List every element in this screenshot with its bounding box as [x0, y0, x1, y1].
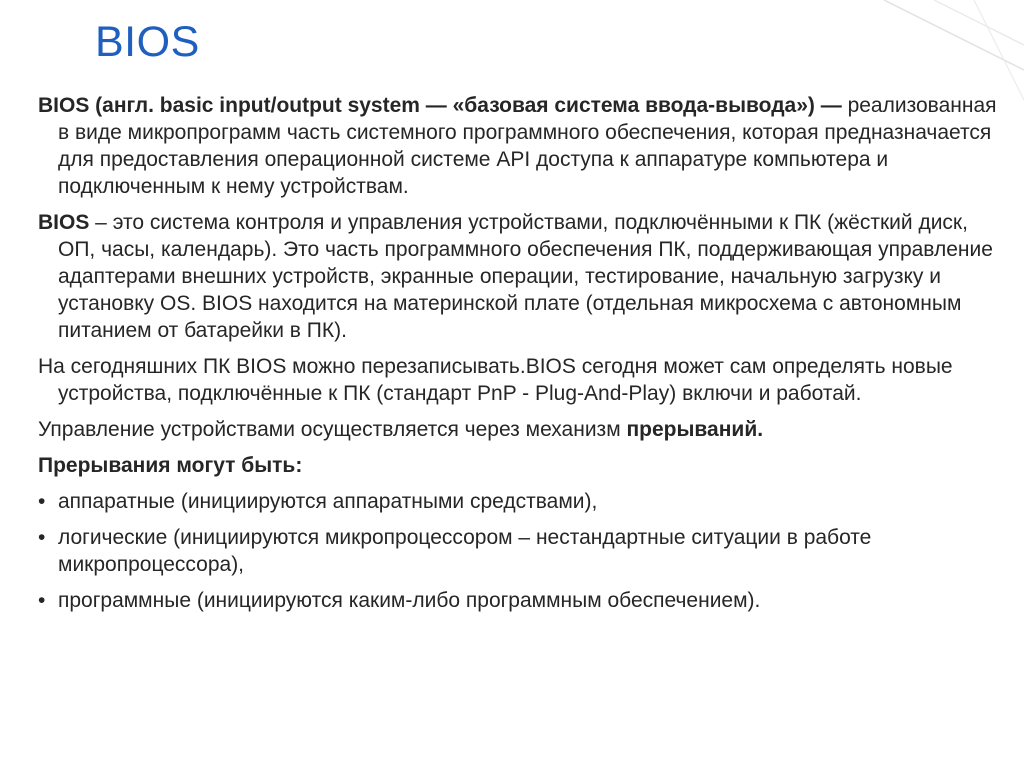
bullet-text-logical: логические (инициируются микропроцессором – нестандартные ситуации в работе микропроцессора), [58, 526, 872, 576]
bullet-item-software [38, 587, 998, 614]
bullet-icon: • [38, 526, 46, 549]
bios-rewrite-text: На сегодняшних ПК BIOS можно перезаписывать.BIOS сегодня может сам определять новые устройства, подключённые к ПК (стандарт PnP - Plug-And-Play) включи и работай. [38, 355, 953, 405]
bios-control-text: – это система контроля и управления устройствами, подключёнными к ПК (жёсткий диск, ОП, часы, календарь). Это часть программного обеспечения ПК, поддерживающая управление адаптерами внешних устройств, экранные операции, тестирование, начальную загрузку и установку OS. BIOS находится на материнской плате (отдельная микросхема с автономным питанием от батарейки в ПК). [58, 211, 993, 342]
slide-title: BIOS [95, 18, 200, 66]
bullet-text-software: программные (инициируются каким-либо программным обеспечением). [58, 589, 761, 612]
bullet-icon: • [38, 589, 46, 612]
device-control-text: Управление устройствами осуществляется через механизм [38, 418, 627, 441]
interrupts-term: прерываний. [626, 418, 764, 441]
corner-decoration [844, 0, 1024, 100]
bullet-item-logical [38, 524, 998, 578]
paragraph-bios-control [38, 209, 998, 344]
paragraph-bios-definition [38, 92, 998, 200]
bios-definition-term: BIOS (англ. basic input/output system — «базовая система ввода-вывода») — [38, 94, 842, 117]
bios-control-term: BIOS [38, 211, 90, 234]
bullet-item-hardware [38, 488, 998, 515]
bullet-text-hardware: аппаратные (инициируются аппаратными средствами), [58, 490, 598, 513]
interrupt-types-heading: Прерывания могут быть: [38, 454, 303, 477]
bullet-icon: • [38, 490, 46, 513]
paragraph-interrupt-types-heading [38, 452, 998, 479]
paragraph-bios-rewrite [38, 353, 998, 407]
paragraph-device-control [38, 416, 998, 443]
slide-body [38, 92, 998, 623]
bios-definition-text: реализованная в виде микропрограмм часть системного программного обеспечения, которая предназначается для предоставления операционной системе API доступа к аппаратуре компьютера и подключенным к нему устройствам. [58, 94, 997, 198]
